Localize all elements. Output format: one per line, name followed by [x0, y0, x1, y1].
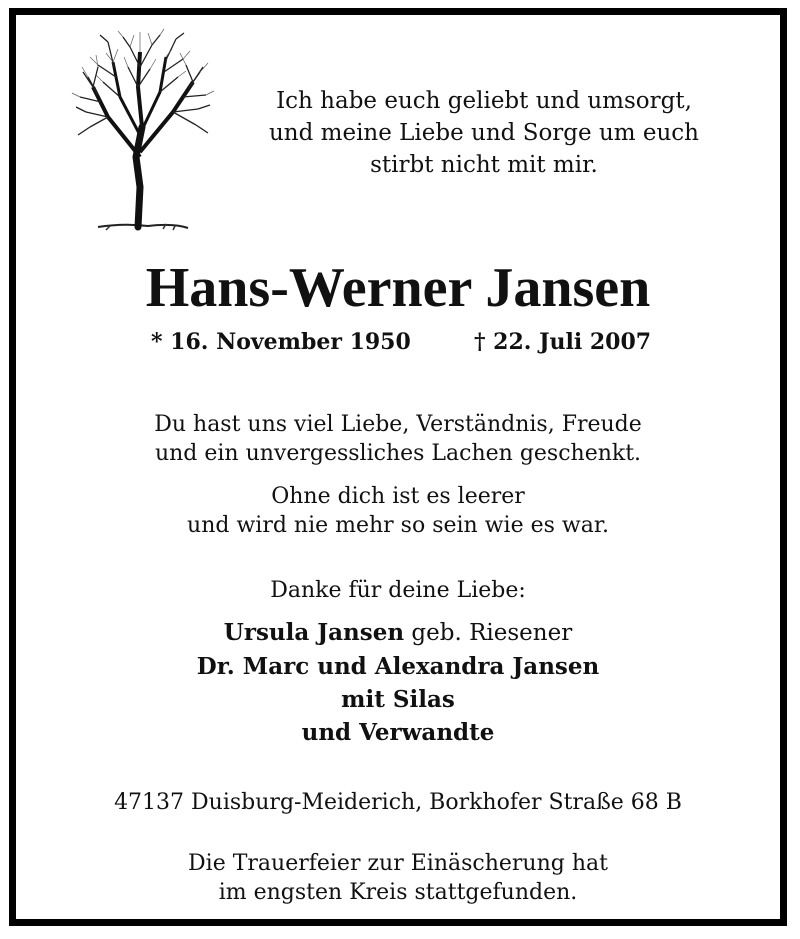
tribute-line: und wird nie mehr so sein wie es war. — [187, 513, 609, 538]
mourner-line: und Verwandte — [301, 719, 495, 746]
motto-verse — [254, 85, 714, 181]
bare-tree-icon — [68, 27, 218, 237]
birth-date: * 16. November 1950 — [151, 329, 411, 355]
funeral-note-line: Die Trauerfeier zur Einäscherung hat — [188, 851, 608, 876]
death-date: † 22. Juli 2007 — [474, 329, 652, 355]
mourners-list — [16, 616, 780, 749]
address: 47137 Duisburg-Meiderich, Borkhofer Straße 68 B — [114, 790, 682, 815]
deceased-name: Hans-Werner Jansen — [145, 257, 651, 319]
obituary-frame — [9, 8, 787, 926]
motto-line: stirbt nicht mit mir. — [370, 152, 598, 178]
tribute-line: Du hast uns viel Liebe, Verständnis, Freude — [154, 412, 642, 437]
tribute-text — [16, 410, 780, 468]
mourner-line — [16, 616, 780, 650]
mourner-line: Dr. Marc und Alexandra Jansen — [196, 653, 600, 680]
mourner-name: Ursula Jansen — [223, 619, 405, 646]
tribute-line: und ein unvergessliches Lachen geschenkt. — [154, 441, 642, 466]
maiden-name: geb. Riesener — [404, 620, 573, 646]
funeral-note-line: im engsten Kreis stattgefunden. — [218, 880, 578, 905]
funeral-note — [16, 849, 780, 907]
thanks-line: Danke für deine Liebe: — [270, 578, 526, 603]
motto-line: und meine Liebe und Sorge um euch — [268, 120, 699, 146]
motto-line: Ich habe euch geliebt und umsorgt, — [276, 88, 692, 114]
mourner-line: mit Silas — [341, 686, 455, 713]
tribute-text-2 — [16, 482, 780, 540]
tribute-line: Ohne dich ist es leerer — [271, 484, 525, 509]
